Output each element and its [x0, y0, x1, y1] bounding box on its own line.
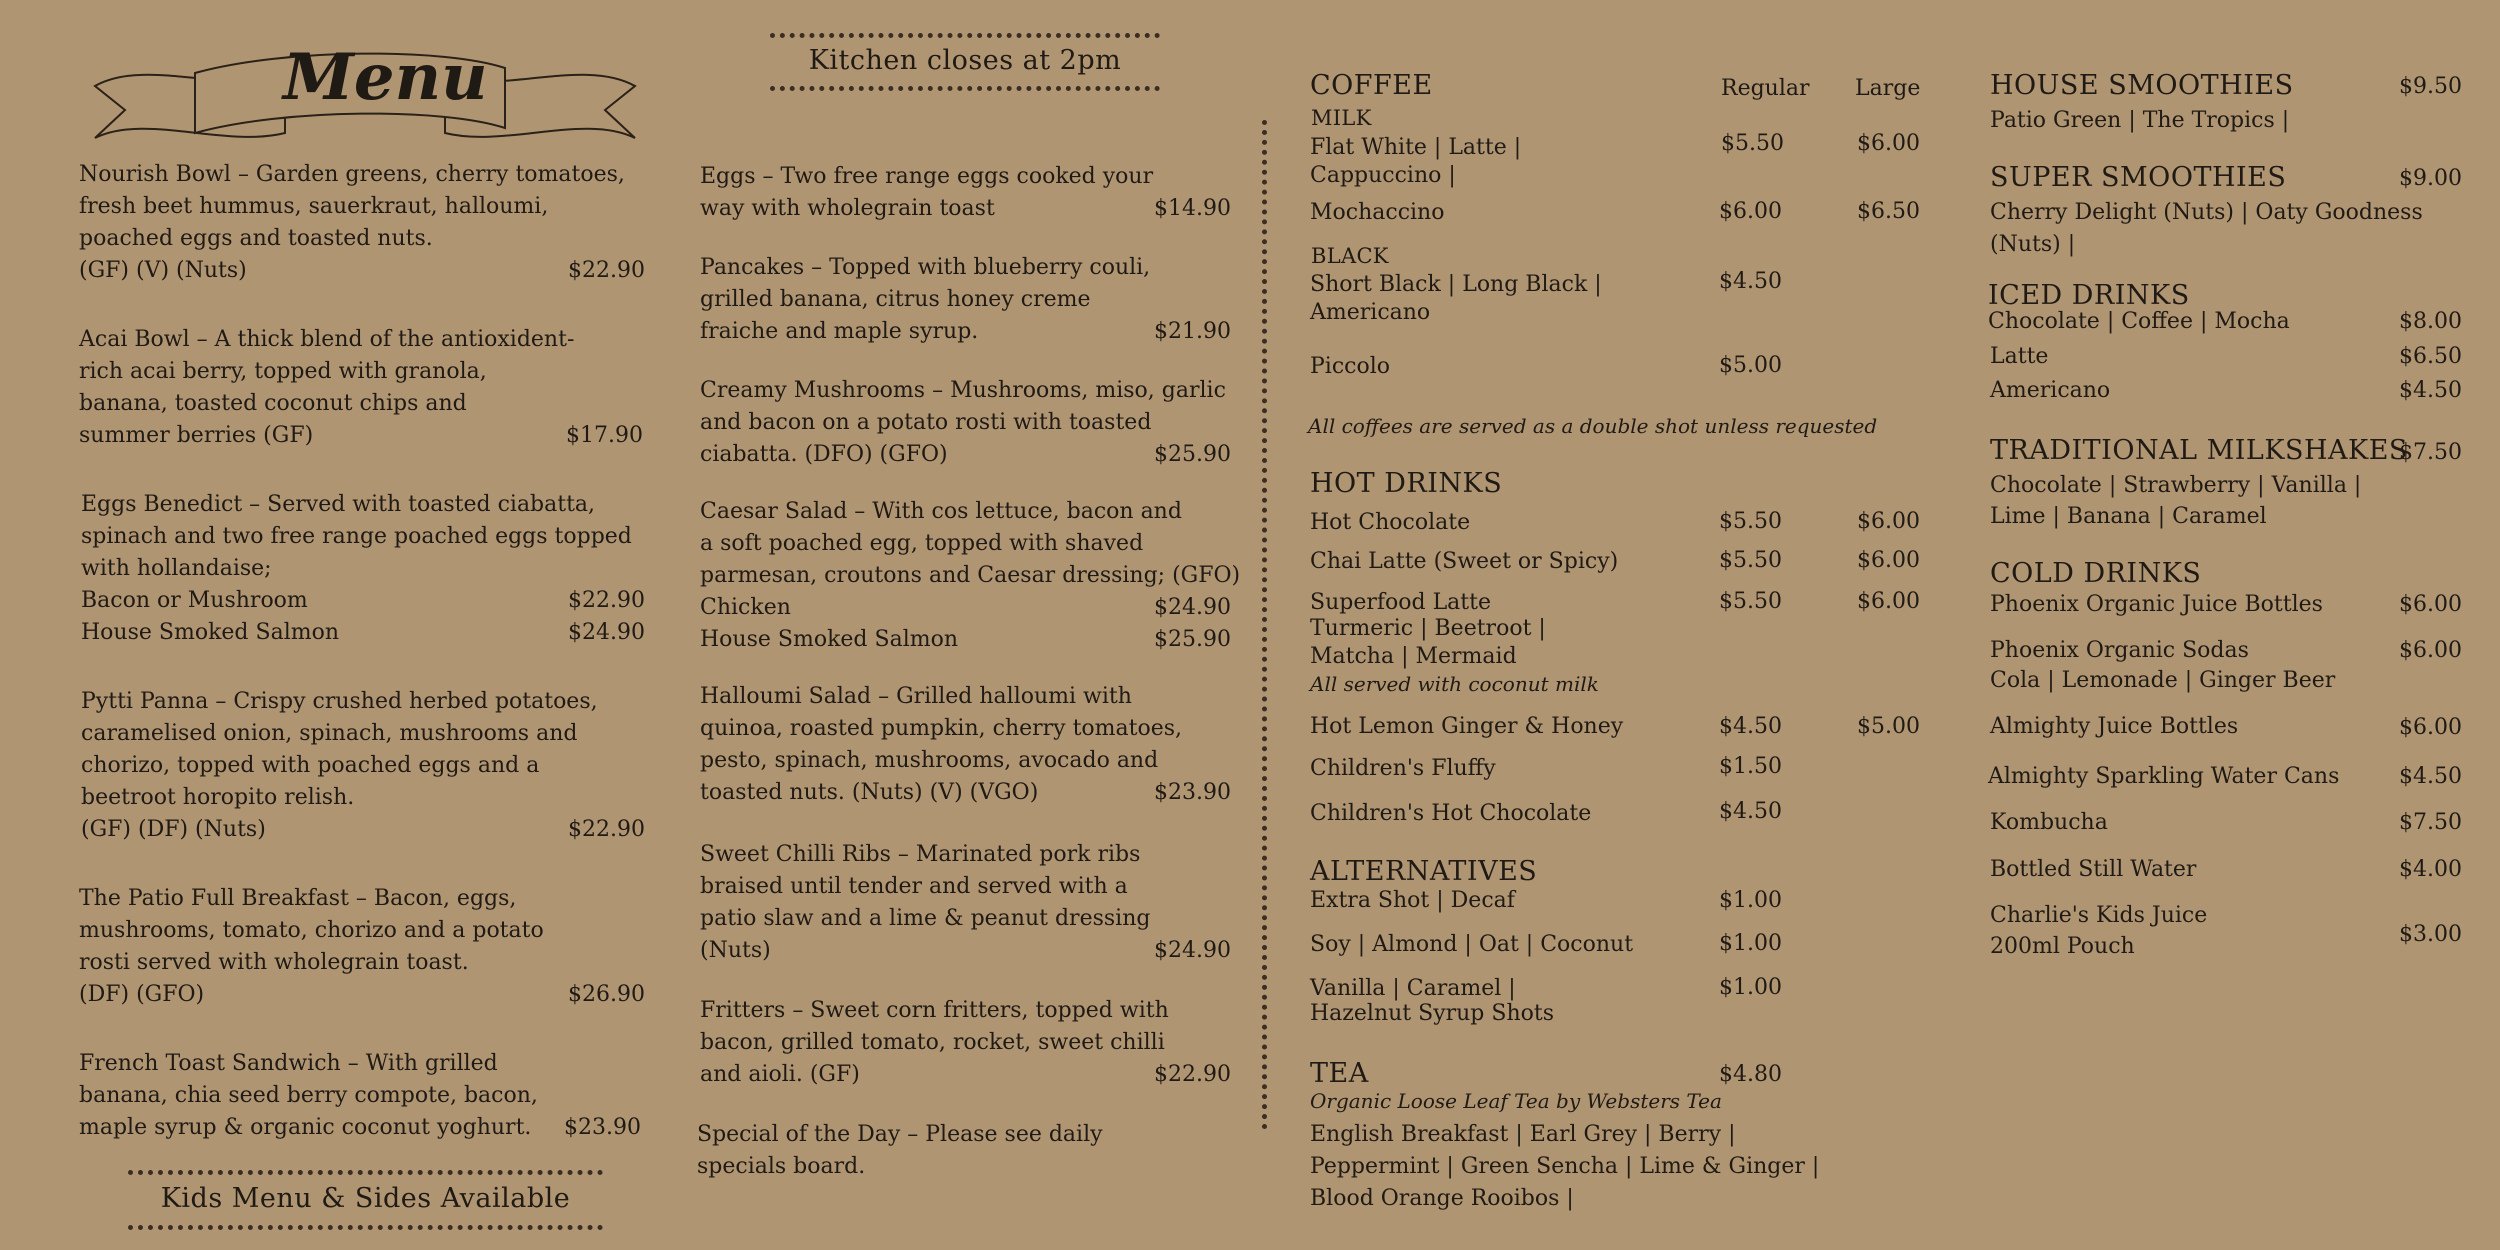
price: $6.00 [2399, 592, 2462, 617]
section-heading-alternatives: ALTERNATIVES [1310, 856, 1538, 887]
coffee-mochaccino: Mochaccino [1310, 200, 1445, 225]
superfood-options: Matcha | Mermaid [1310, 644, 1517, 669]
cold-item: Phoenix Organic Juice Bottles [1990, 592, 2323, 617]
column-header-regular: Regular [1721, 76, 1810, 101]
menu-item-special-of-the-day: Special of the Day – Please see daily [697, 1122, 1103, 1147]
menu-item-line: and aioli. (GF) [700, 1062, 860, 1087]
section-heading-coffee: COFFEE [1310, 70, 1433, 101]
kitchen-notice: Kitchen closes at 2pm [808, 45, 1122, 76]
price-regular: $5.50 [1719, 589, 1782, 614]
coffee-milk-items: Flat White | Latte | [1310, 135, 1522, 160]
hot-drink-item: Hot Lemon Ginger & Honey [1310, 714, 1624, 739]
price-large: $6.50 [1857, 199, 1920, 224]
price-regular: $1.00 [1719, 975, 1782, 1000]
menu-item-line: caramelised onion, spinach, mushrooms and [81, 721, 578, 746]
menu-item-line: chorizo, topped with poached eggs and a [81, 753, 540, 778]
menu-item-line: bacon, grilled tomato, rocket, sweet chilli [700, 1030, 1165, 1055]
iced-item: Chocolate | Coffee | Mocha [1988, 309, 2290, 334]
column-divider [1262, 120, 1267, 1130]
price: $6.00 [2399, 638, 2462, 663]
coffee-black-items: Americano [1310, 300, 1431, 325]
section-heading-iced-drinks: ICED DRINKS [1988, 280, 2190, 311]
menu-item-price: $24.90 [568, 620, 645, 645]
menu-item-price: $25.90 [1154, 442, 1231, 467]
coffee-note: All coffees are served as a double shot unless requested [1308, 414, 1878, 438]
price-regular: $5.50 [1721, 131, 1784, 156]
price: $4.50 [2399, 378, 2462, 403]
divider [128, 1170, 603, 1175]
divider [770, 33, 1160, 38]
price: $9.50 [2399, 74, 2462, 99]
menu-item-price: $24.90 [1154, 595, 1231, 620]
price-regular: $4.50 [1719, 269, 1782, 294]
price-regular: $1.00 [1719, 888, 1782, 913]
price-large: $5.00 [1857, 714, 1920, 739]
menu-item-option: Chicken [700, 595, 791, 620]
menu-item-line: and bacon on a potato rosti with toasted [700, 410, 1152, 435]
menu-item-option: Bacon or Mushroom [81, 588, 308, 613]
menu-item-option: House Smoked Salmon [81, 620, 340, 645]
milkshake-flavours: Chocolate | Strawberry | Vanilla | [1990, 473, 2362, 498]
menu-item-price: $22.90 [568, 817, 645, 842]
menu-item-line: maple syrup & organic coconut yoghurt. [79, 1115, 532, 1140]
menu-item-line: grilled banana, citrus honey creme [700, 287, 1091, 312]
divider [128, 1225, 603, 1230]
menu-item-line: fresh beet hummus, sauerkraut, halloumi, [79, 194, 549, 219]
menu-item-price: $14.90 [1154, 196, 1231, 221]
tea-varieties: Peppermint | Green Sencha | Lime & Ginger | [1310, 1154, 1820, 1179]
menu-item-price: $24.90 [1154, 938, 1231, 963]
cold-item: Almighty Sparkling Water Cans [1988, 764, 2340, 789]
price-regular: $5.00 [1719, 353, 1782, 378]
menu-item-line: way with wholegrain toast [700, 196, 995, 221]
price: $6.50 [2399, 344, 2462, 369]
price-regular: $6.00 [1719, 199, 1782, 224]
iced-item: Latte [1990, 344, 2049, 369]
menu-item-pancakes: Pancakes – Topped with blueberry couli, [700, 255, 1151, 280]
menu-item-line: parmesan, croutons and Caesar dressing; (GFO) [700, 563, 1241, 588]
menu-item-creamy-mushrooms: Creamy Mushrooms – Mushrooms, miso, garlic [700, 378, 1226, 403]
menu-item-price: $23.90 [1154, 780, 1231, 805]
section-heading-cold-drinks: COLD DRINKS [1990, 558, 2202, 589]
menu-item-line: poached eggs and toasted nuts. [79, 226, 433, 251]
price-regular: $1.50 [1719, 754, 1782, 779]
price: $3.00 [2399, 922, 2462, 947]
coffee-milk-items: Cappuccino | [1310, 163, 1456, 188]
superfood-note: All served with coconut milk [1310, 672, 1599, 696]
price-regular: $5.50 [1719, 509, 1782, 534]
subheading-black: BLACK [1311, 244, 1389, 268]
price: $4.00 [2399, 857, 2462, 882]
menu-item-patio-full-breakfast: The Patio Full Breakfast – Bacon, eggs, [79, 886, 517, 911]
cold-item: 200ml Pouch [1990, 934, 2135, 959]
alternative-item: Soy | Almond | Oat | Coconut [1310, 932, 1634, 957]
price: $4.50 [2399, 764, 2462, 789]
menu-item-price: $17.90 [566, 423, 643, 448]
tea-varieties: Blood Orange Rooibos | [1310, 1186, 1574, 1211]
alternative-item: Vanilla | Caramel | [1310, 976, 1516, 1001]
smoothie-items: Cherry Delight (Nuts) | Oaty Goodness [1990, 200, 2423, 225]
hot-drink-item: Hot Chocolate [1310, 510, 1471, 535]
alternative-item: Extra Shot | Decaf [1310, 888, 1515, 913]
hot-drink-item: Superfood Latte [1310, 590, 1491, 615]
cold-item: Almighty Juice Bottles [1990, 714, 2239, 739]
menu-item-line: banana, toasted coconut chips and [79, 391, 467, 416]
menu-item-line: ciabatta. (DFO) (GFO) [700, 442, 948, 467]
menu-item-fritters: Fritters – Sweet corn fritters, topped with [700, 998, 1169, 1023]
section-heading-hot-drinks: HOT DRINKS [1310, 468, 1503, 499]
cold-item: Cola | Lemonade | Ginger Beer [1990, 668, 2336, 693]
menu-item-option: House Smoked Salmon [700, 627, 959, 652]
menu-item-line: pesto, spinach, mushrooms, avocado and [700, 748, 1159, 773]
menu-item-tags: (GF) (DF) (Nuts) [81, 817, 266, 842]
menu-item-line: rosti served with wholegrain toast. [79, 950, 469, 975]
menu-item-line: banana, chia seed berry compote, bacon, [79, 1083, 538, 1108]
smoothie-items: Patio Green | The Tropics | [1990, 108, 2290, 133]
page-title: Menu [283, 40, 488, 115]
menu-item-sweet-chilli-ribs: Sweet Chilli Ribs – Marinated pork ribs [700, 842, 1141, 867]
menu-item-line: braised until tender and served with a [700, 874, 1128, 899]
iced-item: Americano [1990, 378, 2111, 403]
section-heading-house-smoothies: HOUSE SMOOTHIES [1990, 70, 2294, 101]
menu-item-line: specials board. [697, 1154, 866, 1179]
column-header-large: Large [1855, 76, 1921, 101]
menu-item-price: $26.90 [568, 982, 645, 1007]
alternative-item: Hazelnut Syrup Shots [1310, 1001, 1554, 1026]
cold-item: Charlie's Kids Juice [1990, 903, 2208, 928]
smoothie-items: (Nuts) | [1990, 232, 2076, 257]
menu-item-line: summer berries (GF) [79, 423, 314, 448]
price-regular: $1.00 [1719, 931, 1782, 956]
menu-item-line: quinoa, roasted pumpkin, cherry tomatoes, [700, 716, 1183, 741]
price-regular: $4.50 [1719, 799, 1782, 824]
tea-subtitle: Organic Loose Leaf Tea by Websters Tea [1310, 1089, 1722, 1113]
superfood-options: Turmeric | Beetroot | [1310, 616, 1546, 641]
milkshake-flavours: Lime | Banana | Caramel [1990, 504, 2267, 529]
menu-item-tags: (Nuts) [700, 938, 771, 963]
cold-item: Kombucha [1990, 810, 2108, 835]
section-heading-super-smoothies: SUPER SMOOTHIES [1990, 162, 2287, 193]
subheading-milk: MILK [1311, 106, 1372, 130]
price-large: $6.00 [1857, 509, 1920, 534]
section-heading-tea: TEA [1310, 1058, 1369, 1089]
price-regular: $5.50 [1719, 548, 1782, 573]
price: $6.00 [2399, 715, 2462, 740]
menu-item-eggs: Eggs – Two free range eggs cooked your [700, 164, 1154, 189]
price: $7.50 [2399, 810, 2462, 835]
menu-item-line: fraiche and maple syrup. [700, 319, 979, 344]
menu-item-acai-bowl: Acai Bowl – A thick blend of the antioxident- [79, 327, 575, 352]
menu-item-eggs-benedict: Eggs Benedict – Served with toasted ciabatta, [81, 492, 596, 517]
menu-item-line: rich acai berry, topped with granola, [79, 359, 487, 384]
price: $7.50 [2399, 440, 2462, 465]
menu-item-price: $22.90 [568, 588, 645, 613]
menu-item-price: $22.90 [568, 258, 645, 283]
price: $9.00 [2399, 166, 2462, 191]
divider [770, 86, 1160, 91]
kids-notice: Kids Menu & Sides Available [160, 1183, 571, 1214]
menu-item-line: toasted nuts. (Nuts) (V) (VGO) [700, 780, 1039, 805]
menu-item-nourish-bowl: Nourish Bowl – Garden greens, cherry tomatoes, [79, 162, 625, 187]
hot-drink-item: Children's Fluffy [1310, 756, 1496, 781]
menu-item-line: with hollandaise; [81, 556, 272, 581]
menu-item-pytti-panna: Pytti Panna – Crispy crushed herbed potatoes, [81, 689, 598, 714]
price-regular: $4.80 [1719, 1062, 1782, 1087]
tea-varieties: English Breakfast | Earl Grey | Berry | [1310, 1122, 1736, 1147]
price-regular: $4.50 [1719, 714, 1782, 739]
menu-item-line: a soft poached egg, topped with shaved [700, 531, 1144, 556]
price-large: $6.00 [1857, 589, 1920, 614]
menu-item-line: beetroot horopito relish. [81, 785, 355, 810]
menu-item-tags: (GF) (V) (Nuts) [79, 258, 247, 283]
menu-item-caesar-salad: Caesar Salad – With cos lettuce, bacon and [700, 499, 1182, 524]
menu-item-price: $25.90 [1154, 627, 1231, 652]
coffee-piccolo: Piccolo [1310, 354, 1391, 379]
hot-drink-item: Children's Hot Chocolate [1310, 801, 1592, 826]
menu-item-price: $22.90 [1154, 1062, 1231, 1087]
price: $8.00 [2399, 309, 2462, 334]
menu-item-french-toast-sandwich: French Toast Sandwich – With grilled [79, 1051, 498, 1076]
menu-item-price: $21.90 [1154, 319, 1231, 344]
menu-item-line: mushrooms, tomato, chorizo and a potato [79, 918, 544, 943]
price-large: $6.00 [1857, 131, 1920, 156]
section-heading-milkshakes: TRADITIONAL MILKSHAKES [1990, 435, 2408, 466]
menu-item-line: patio slaw and a lime & peanut dressing [700, 906, 1151, 931]
menu-item-halloumi-salad: Halloumi Salad – Grilled halloumi with [700, 684, 1132, 709]
coffee-black-items: Short Black | Long Black | [1310, 272, 1602, 297]
cold-item: Bottled Still Water [1990, 857, 2197, 882]
hot-drink-item: Chai Latte (Sweet or Spicy) [1310, 549, 1619, 574]
menu-item-price: $23.90 [564, 1115, 641, 1140]
cold-item: Phoenix Organic Sodas [1990, 638, 2249, 663]
price-large: $6.00 [1857, 548, 1920, 573]
menu-item-tags: (DF) (GFO) [79, 982, 205, 1007]
menu-item-line: spinach and two free range poached eggs topped [81, 524, 632, 549]
